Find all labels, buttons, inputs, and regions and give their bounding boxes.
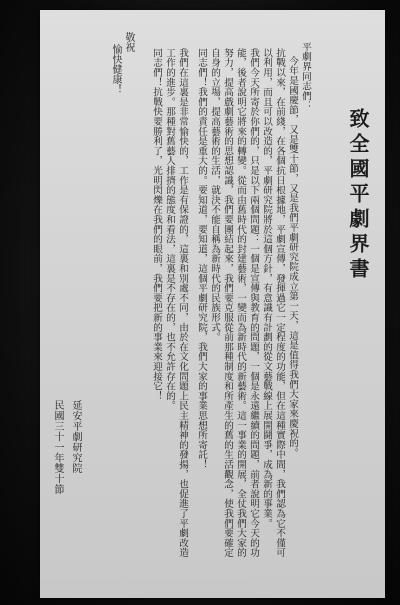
closing: 愉快健康！ xyxy=(110,44,121,94)
letter-body xyxy=(150,38,373,558)
paragraph-1: 今年是國慶節，又是雙十節，又是我們平劇研究院成立第一天，這是值得我們大家來慶祝的。 xyxy=(287,56,298,458)
paragraph-5: 我們在這裏是非常愉快的，工作是有保證的，這裏和別處不同，由於在文化問題上民主精神的發揚，也促進了平劇改造工作的進步。那種對舊藝人排擠的態度和看法，這裏是不存在的，也不允許存在的。 xyxy=(164,48,188,558)
paragraph-3: 我們今天所寄於你們的，只是以下兩個問題：一個是宣傳與教育的問題，一個是永遠繼續的問題，前者說明它今天的功能，後者說明它將來的轉變。從而由舊時代的封建藝術，一變而為新時代的新藝術。這一事業的開展，全仗我們大家的努力，提高戲劇藝術的思想認識，我們要團結起來，我們要克服從前那種制度和所產生的舊的生活觀念，使我們要確定自身的立場，提高藝術的生活，就決不能自稱為新時代的民族形式。 xyxy=(209,48,259,558)
paragraph-6: 同志們！抗戰快要勝利了，光明閃爍在我們的眼前，我們要把新的事業來迎接它！ xyxy=(151,48,162,401)
salutation: 平劇界同志們： xyxy=(300,42,311,111)
paragraph-2: 抗戰以來，在前綫，在各個抗日根據地，平劇宣傳，發揮過它一定程度的功能，但在這種實際中間，我們認為它不僅可以利用，而且可以改造的，平劇研究院將於這個方針，有意識有計劃的從文藝戰線上展開鬪爭，成為新的事業。 xyxy=(261,48,285,558)
document-page xyxy=(40,10,385,598)
document-title: 致全國平劇界書 xyxy=(346,108,370,283)
paragraph-4: 同志們！我們的責任是重大的。要知道，要知道，這個平劇研究院，我們大家的事業思想所寄託！ xyxy=(196,48,207,470)
closing-lead: 敬祝 xyxy=(123,32,134,52)
signature-date: 民國三十一年雙十節 xyxy=(52,400,63,495)
signature-org: 延安平劇研究院 xyxy=(70,400,81,474)
